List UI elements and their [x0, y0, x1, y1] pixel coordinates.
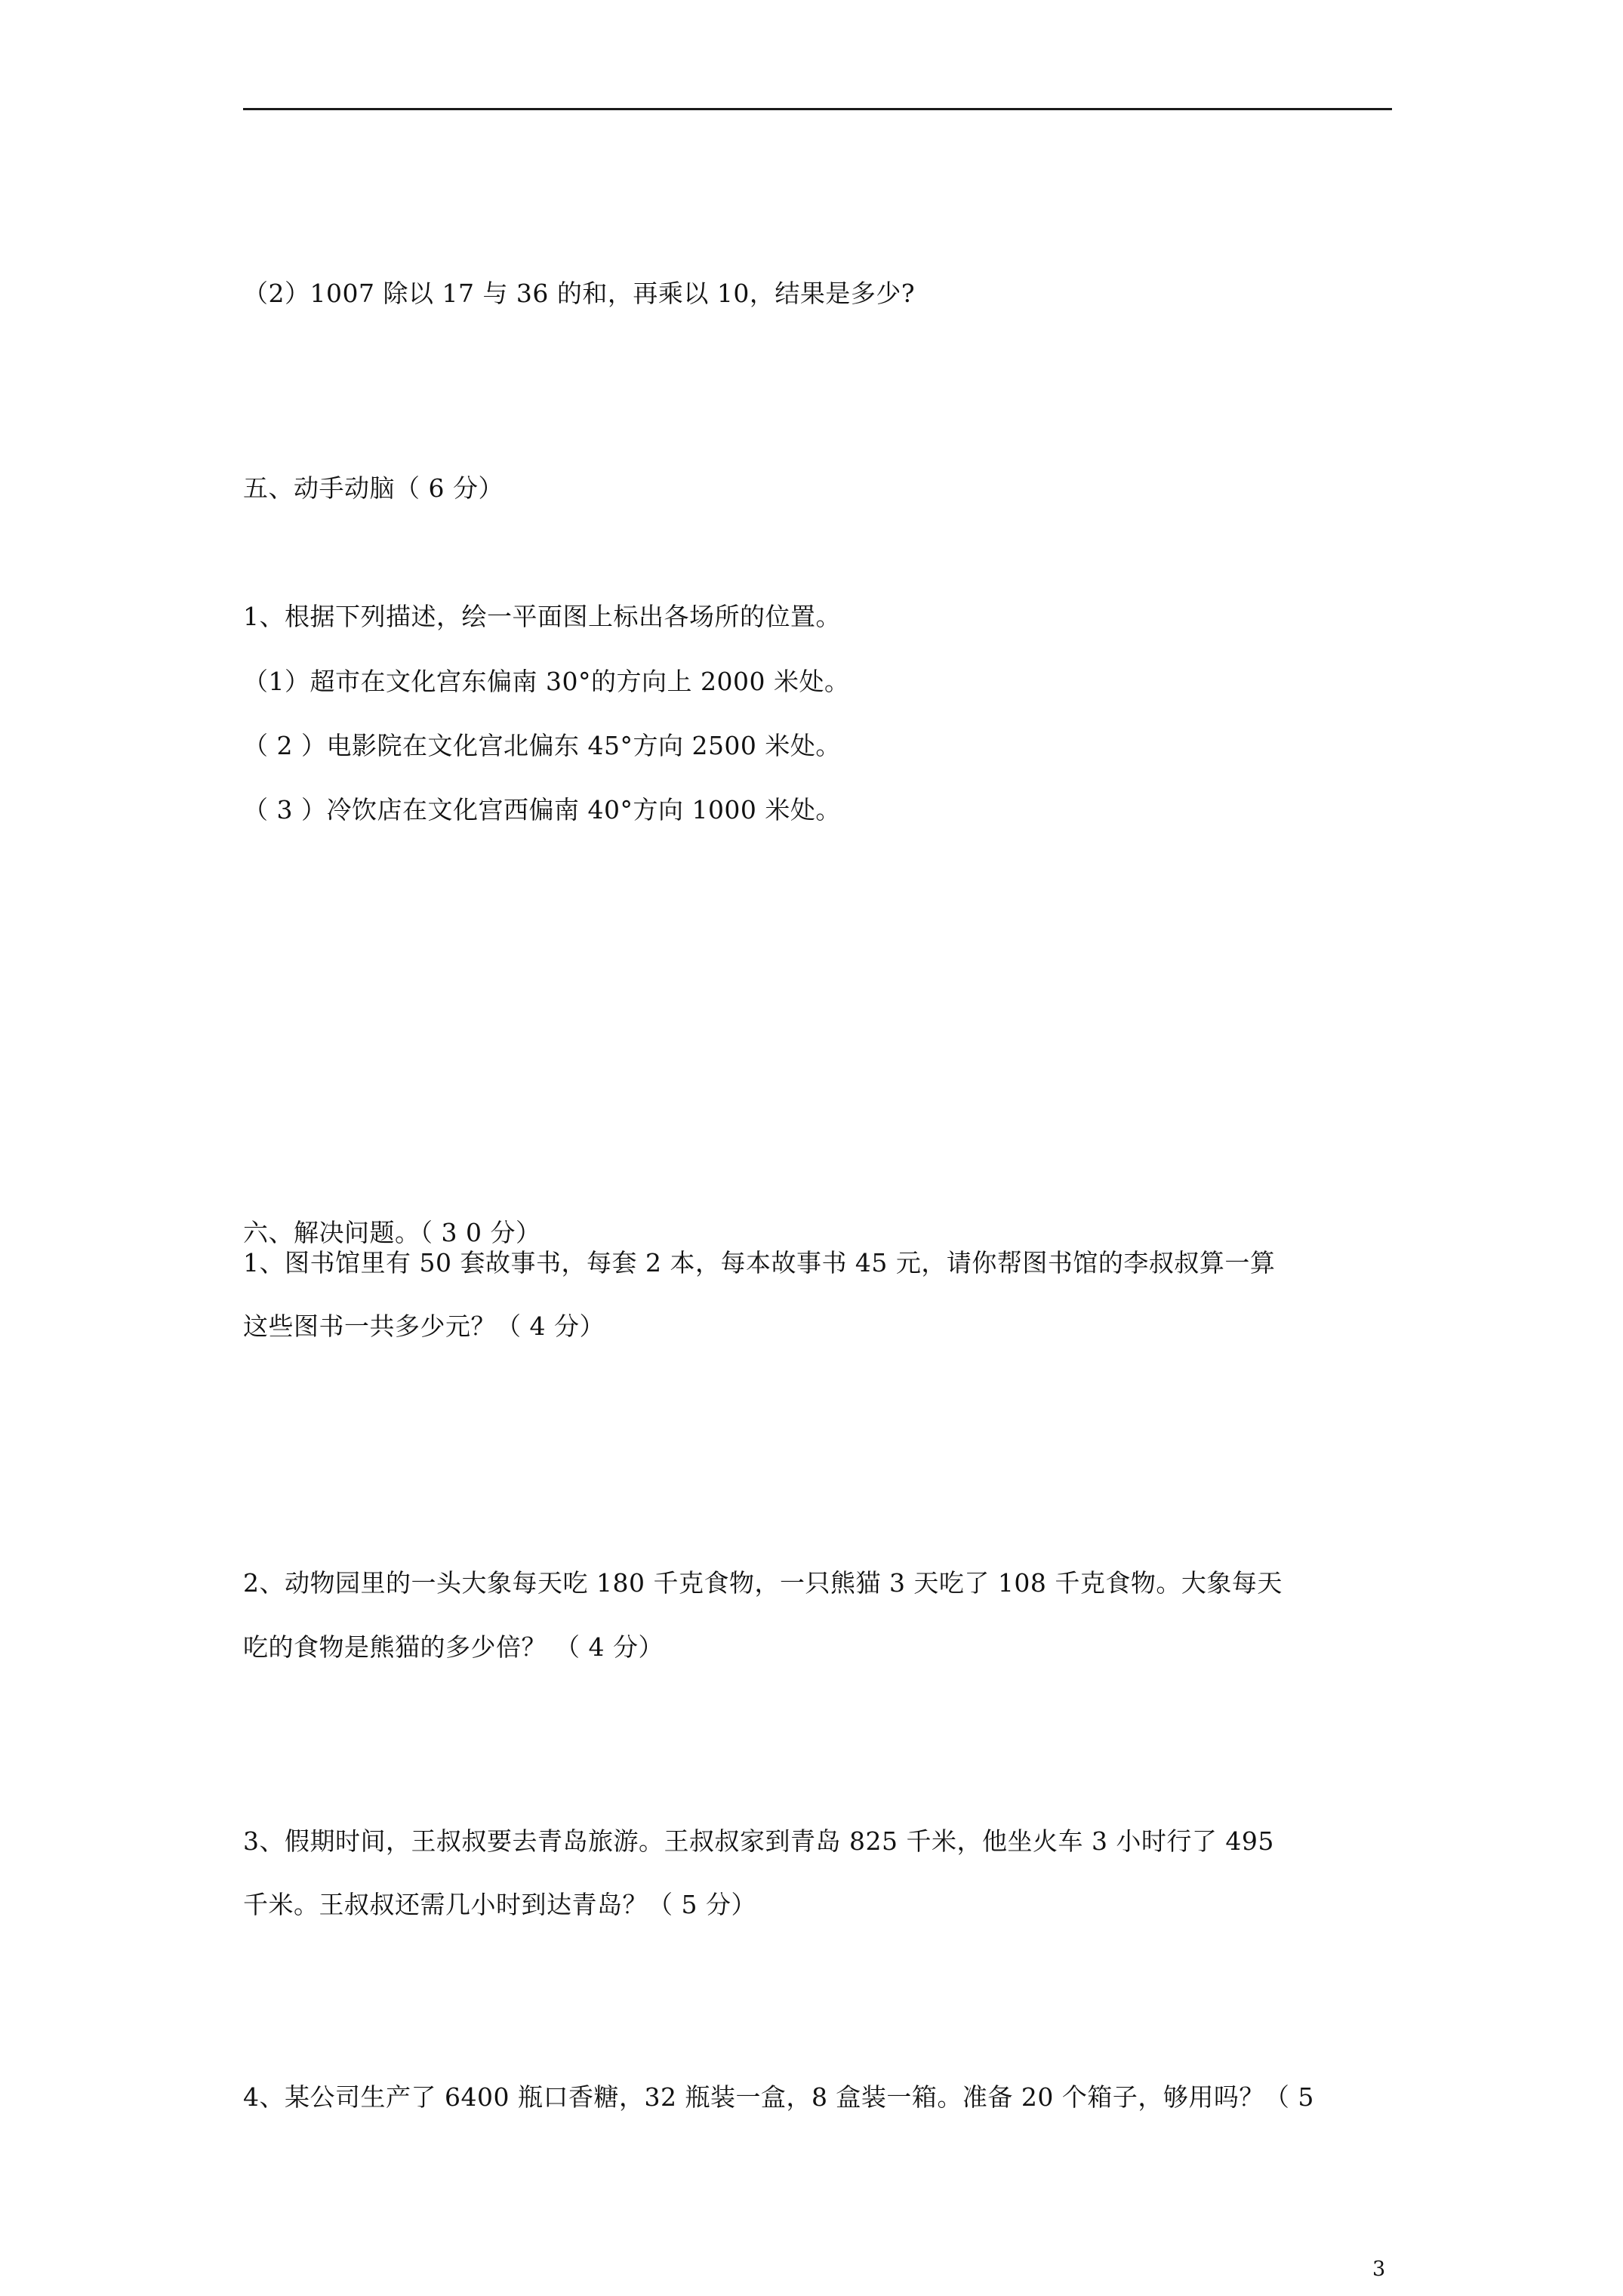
section4-question-2: （2）1007 除以 17 与 36 的和，再乘以 10，结果是多少?	[243, 279, 916, 308]
section5-item-3: （ 3 ）冷饮店在文化宫西偏南 40°方向 1000 米处。	[243, 795, 841, 824]
section5-item-2: （ 2 ）电影院在文化宫北偏东 45°方向 2500 米处。	[243, 731, 841, 760]
problem-1-line-2: 这些图书一共多少元？（ 4 分）	[243, 1311, 605, 1341]
problem-2-line-2: 吃的食物是熊猫的多少倍？ （ 4 分）	[243, 1632, 664, 1662]
problem-3-line-2: 千米。王叔叔还需几小时到达青岛？（ 5 分）	[243, 1890, 756, 1919]
section5-title: 五、动手动脑（ 6 分）	[243, 473, 504, 503]
problem-1-line-1: 1、图书馆里有 50 套故事书，每套 2 本，每本故事书 45 元，请你帮图书馆的李叔叔算一算	[243, 1248, 1276, 1277]
section6-title: 六、解决问题。（ 3 0 分）	[243, 1218, 541, 1247]
problem-4-line-1: 4、某公司生产了 6400 瓶口香糖，32 瓶装一盒，8 盒装一箱。准备 20 个箱子，够用吗？（ 5	[243, 2082, 1314, 2112]
problem-2-line-1: 2、动物园里的一头大象每天吃 180 千克食物，一只熊猫 3 天吃了 108 千克食物。大象每天	[243, 1568, 1283, 1598]
section5-item-1: （1）超市在文化宫东偏南 30°的方向上 2000 米处。	[243, 667, 850, 696]
problem-3-line-1: 3、假期时间，王叔叔要去青岛旅游。王叔叔家到青岛 825 千米，他坐火车 3 小时行了 495	[243, 1826, 1274, 1856]
page-number: 3	[1372, 2257, 1386, 2281]
section5-question-1-intro: 1、根据下列描述，绘一平面图上标出各场所的位置。	[243, 602, 841, 631]
header-rule	[243, 108, 1392, 110]
